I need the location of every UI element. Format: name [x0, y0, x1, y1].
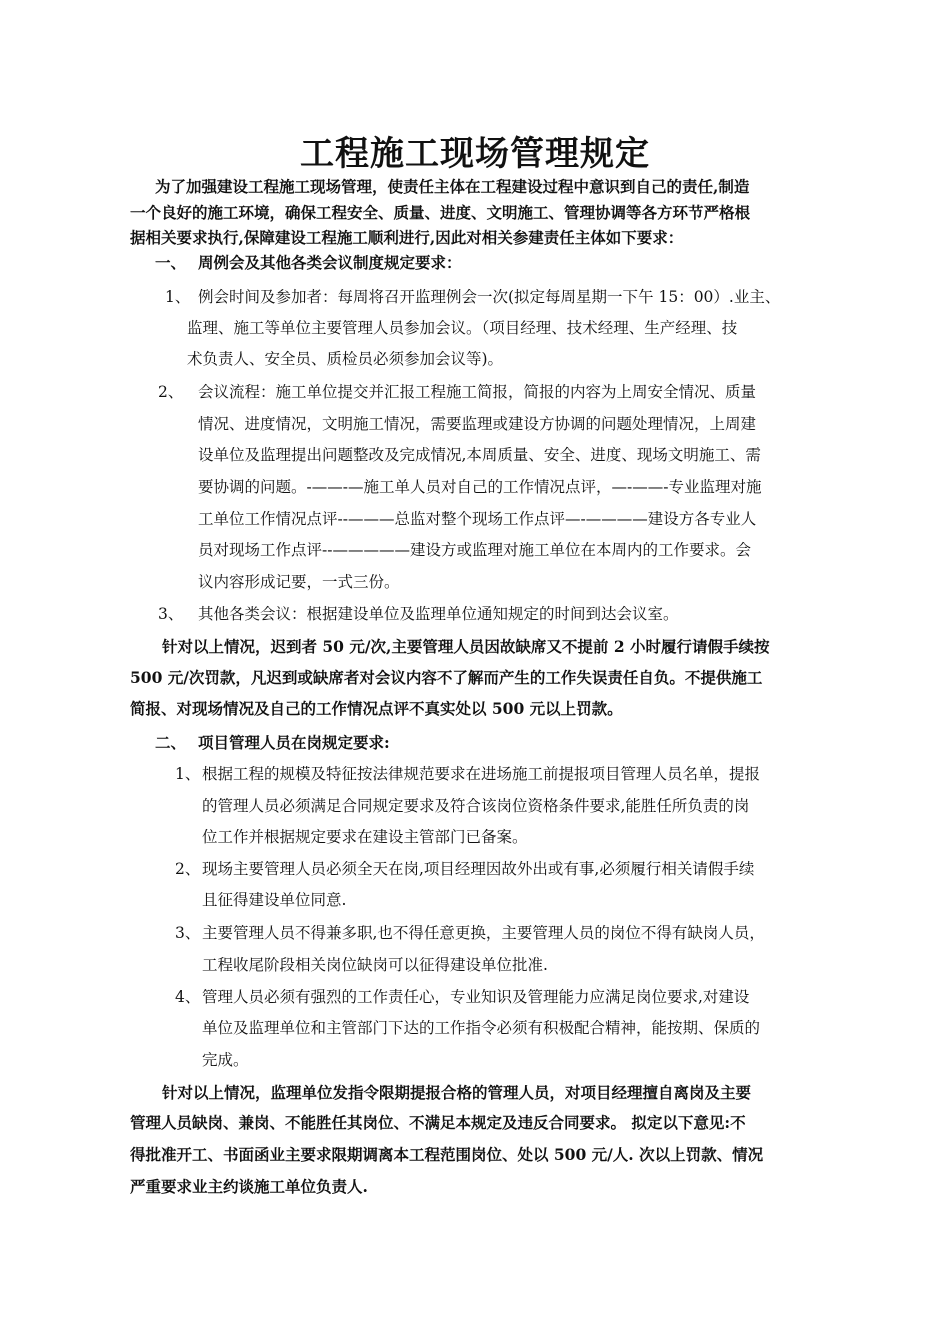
section-2-item-1-line: 位工作并根据规定要求在建设主管部门已备案。	[202, 828, 528, 846]
section-2-item-2-number: 2、	[175, 860, 201, 878]
section-1-item-2-line: 会议流程：施工单位提交并汇报工程施工简报，简报的内容为上周安全情况、质量	[198, 383, 757, 401]
section-1-item-2-line: 员对现场工作点评--—————建设方或监理对施工单位在本周内的工作要求。会	[198, 541, 751, 559]
section-2-item-4-line: 完成。	[202, 1051, 249, 1069]
section-2-item-3-line: 主要管理人员不得兼多职,也不得任意更换，主要管理人员的岗位不得有缺岗人员，	[202, 924, 765, 942]
intro-line-3: 据相关要求执行,保障建设工程施工顺利进行,因此对相关参建责任主体如下要求：	[130, 228, 684, 247]
section-2-item-4-line: 单位及监理单位和主管部门下达的工作指令必须有积极配合精神，能按期、保质的	[202, 1019, 761, 1037]
section-2-item-1-line: 根据工程的规模及特征按法律规范要求在进场施工前提报项目管理人员名单，提报	[202, 765, 761, 783]
section-2-penalty-line: 得批准开工、书面函业主要求限期调离本工程范围岗位、处以 500 元/人. 次以上罚款、情况	[130, 1145, 764, 1164]
section-2-number: 二、	[155, 733, 187, 752]
section-1-item-1-number: 1、	[165, 288, 191, 306]
section-1-number: 一、	[155, 253, 187, 272]
section-1-item-1-line: 监理、施工等单位主要管理人员参加会议。（项目经理、技术经理、生产经理、技	[187, 319, 738, 337]
section-2-heading: 项目管理人员在岗规定要求:	[198, 733, 390, 752]
section-2-item-3-line: 工程收尾阶段相关岗位缺岗可以征得建设单位批准.	[202, 956, 548, 974]
section-2-item-2-line: 现场主要管理人员必须全天在岗,项目经理因故外出或有事,必须履行相关请假手续	[202, 860, 755, 878]
section-1-item-2-line: 工单位工作情况点评--———总监对整个现场工作点评—-————建设方各专业人	[198, 510, 757, 528]
section-2-item-3-number: 3、	[175, 924, 201, 942]
section-2-item-2-line: 且征得建设单位同意.	[202, 891, 347, 909]
section-1-penalty-line: 简报、对现场情况及自己的工作情况点评不真实处以 500 元以上罚款。	[130, 699, 623, 718]
section-2-item-4-number: 4、	[175, 988, 201, 1006]
section-2-item-4-line: 管理人员必须有强烈的工作责任心，专业知识及管理能力应满足岗位要求,对建设	[202, 988, 750, 1006]
section-1-item-2-line: 议内容形成记要，一式三份。	[198, 573, 400, 591]
section-2-penalty-line: 严重要求业主约谈施工单位负责人.	[130, 1177, 368, 1196]
section-1-penalty-line: 500 元/次罚款，凡迟到或缺席者对会议内容不了解而产生的工作失误责任自负。不提供施工	[130, 668, 763, 687]
section-1-item-1-line: 例会时间及参加者：每周将召开监理例会一次(拟定每周星期一下午 15：00）.业主、	[198, 288, 781, 306]
section-1-heading: 周例会及其他各类会议制度规定要求：	[198, 253, 462, 272]
section-2-item-1-line: 的管理人员必须满足合同规定要求及符合该岗位资格条件要求,能胜任所负责的岗	[202, 797, 750, 815]
section-1-item-2-line: 要协调的问题。-——-—施工单人员对自己的工作情况点评，—-——-专业监理对施	[198, 478, 762, 496]
section-1-item-2-line: 情况、进度情况，文明施工情况，需要监理或建设方协调的问题处理情况，上周建	[198, 415, 757, 433]
section-1-item-2-line: 设单位及监理提出问题整改及完成情况,本周质量、安全、进度、现场文明施工、需	[198, 446, 761, 464]
document-title: 工程施工现场管理规定	[300, 134, 650, 174]
section-2-item-1-number: 1、	[175, 765, 201, 783]
section-1-item-2-number: 2、	[158, 383, 184, 401]
section-1-penalty-line: 针对以上情况，迟到者 50 元/次,主要管理人员因故缺席又不提前 2 小时履行请假手续按	[162, 637, 770, 656]
section-2-penalty-line: 针对以上情况，监理单位发指令限期提报合格的管理人员，对项目经理擅自离岗及主要	[162, 1083, 752, 1102]
intro-line-1: 为了加强建设工程施工现场管理，使责任主体在工程建设过程中意识到自己的责任,制造	[155, 177, 750, 196]
section-2-penalty-line: 管理人员缺岗、兼岗、不能胜任其岗位、不满足本规定及违反合同要求。 拟定以下意见:不	[130, 1113, 746, 1132]
section-1-item-1-line: 术负责人、安全员、质检员必须参加会议等)。	[187, 350, 504, 368]
section-1-item-3-line: 其他各类会议：根据建设单位及监理单位通知规定的时间到达会议室。	[198, 605, 679, 623]
section-1-item-3-number: 3、	[158, 605, 184, 623]
intro-line-2: 一个良好的施工环境，确保工程安全、质量、进度、文明施工、管理协调等各方环节严格根	[130, 203, 751, 222]
